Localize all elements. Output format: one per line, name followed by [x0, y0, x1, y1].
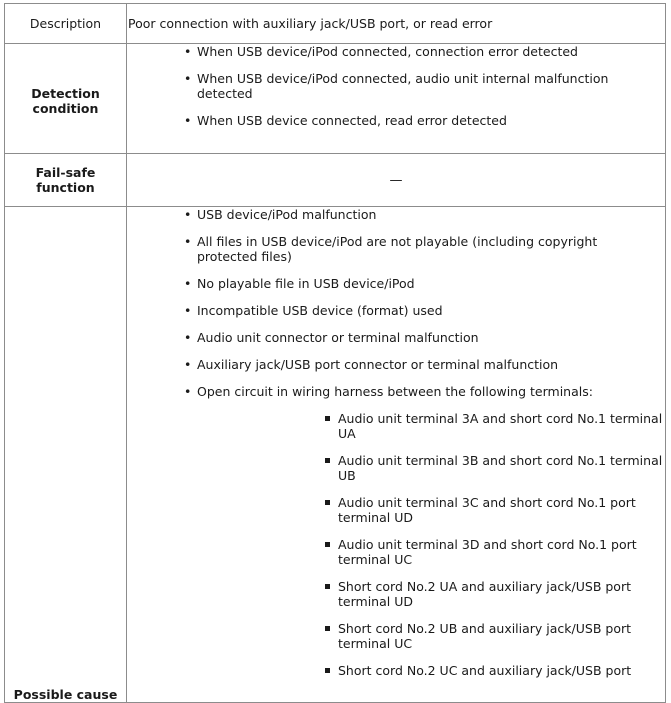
- failsafe-value: —: [127, 154, 666, 207]
- sub-list-item: Audio unit terminal 3D and short cord No.1 port terminal UC: [197, 537, 668, 567]
- sub-list-item: Short cord No.2 UB and auxiliary jack/USB port terminal UC: [197, 621, 668, 651]
- list-item: • No playable file in USB device/iPod: [184, 276, 415, 291]
- square-bullet-icon: [325, 668, 330, 673]
- failsafe-label: [5, 154, 127, 207]
- list-item: • When USB device/iPod connected, audio unit internal malfunction detected: [184, 71, 609, 101]
- detection-list: [127, 44, 665, 128]
- sub-list-item: Audio unit terminal 3C and short cord No.1 port terminal UD: [197, 495, 668, 525]
- list-item: • Auxiliary jack/USB port connector or terminal malfunction: [184, 357, 559, 372]
- bullet-icon: •: [184, 276, 192, 291]
- sub-list-item: Audio unit terminal 3A and short cord No.1 terminal UA: [197, 411, 668, 441]
- bullet-icon: •: [184, 207, 192, 222]
- square-bullet-icon: [325, 416, 330, 421]
- list-item: • Open circuit in wiring harness between the following terminals: Audio unit terminal 3A and short cord No.1 terminal UA Audio unit terminal 3B and short cord No.1 terminal UB Audio unit terminal 3C and short cord No.1 port terminal UD Audio unit terminal 3D and short cord No.1 port terminal UC Short cord No.2 UA and auxiliary jack/USB port terminal UD Short cord No.2 UB and auxiliary jack/USB port terminal UC Short cord No.2 UC and auxiliary jack/USB port: [127, 384, 665, 678]
- sub-list-item: Short cord No.2 UC and auxiliary jack/USB port: [197, 663, 668, 678]
- possible-cause-content: [127, 207, 666, 703]
- detection-condition-row: [5, 44, 666, 154]
- bullet-icon: •: [184, 44, 192, 59]
- square-bullet-icon: [325, 584, 330, 589]
- cause-list: [127, 207, 665, 678]
- failsafe-row: [5, 154, 666, 207]
- bullet-icon: •: [184, 330, 192, 345]
- bullet-icon: •: [184, 303, 192, 318]
- failsafe-label-line1: Fail-safe: [35, 165, 96, 180]
- description-label: Description: [5, 4, 127, 44]
- square-bullet-icon: [325, 542, 330, 547]
- bullet-icon: •: [184, 71, 192, 86]
- diagnostic-table: [4, 3, 666, 703]
- bullet-icon: •: [184, 357, 192, 372]
- square-bullet-icon: [325, 626, 330, 631]
- detection-label-line2: condition: [32, 100, 99, 116]
- list-item: • Audio unit connector or terminal malfunction: [184, 330, 479, 345]
- description-text: Poor connection with auxiliary jack/USB port, or read error: [127, 4, 666, 44]
- description-row: [5, 4, 666, 44]
- sub-list-item: Audio unit terminal 3B and short cord No.1 terminal UB: [197, 453, 668, 483]
- possible-cause-label: Possible cause: [5, 207, 127, 703]
- detection-condition-content: [127, 44, 666, 154]
- detection-condition-label: [5, 44, 127, 154]
- list-item: • When USB device/iPod connected, connection error detected: [184, 44, 578, 59]
- bullet-icon: •: [184, 234, 192, 249]
- bullet-icon: •: [184, 384, 192, 399]
- square-bullet-icon: [325, 500, 330, 505]
- detection-label-line1: Detection: [31, 85, 100, 101]
- terminal-sub-list: [197, 411, 663, 678]
- list-item: • USB device/iPod malfunction: [184, 207, 377, 222]
- bullet-icon: •: [184, 113, 192, 128]
- possible-cause-row: [5, 207, 666, 703]
- list-item: • When USB device connected, read error detected: [184, 113, 507, 128]
- list-item: • All files in USB device/iPod are not playable (including copyright protected files): [184, 234, 598, 264]
- square-bullet-icon: [325, 458, 330, 463]
- sub-list-item: Short cord No.2 UA and auxiliary jack/USB port terminal UD: [197, 579, 668, 609]
- failsafe-label-line2: function: [36, 180, 95, 195]
- list-item: • Incompatible USB device (format) used: [184, 303, 443, 318]
